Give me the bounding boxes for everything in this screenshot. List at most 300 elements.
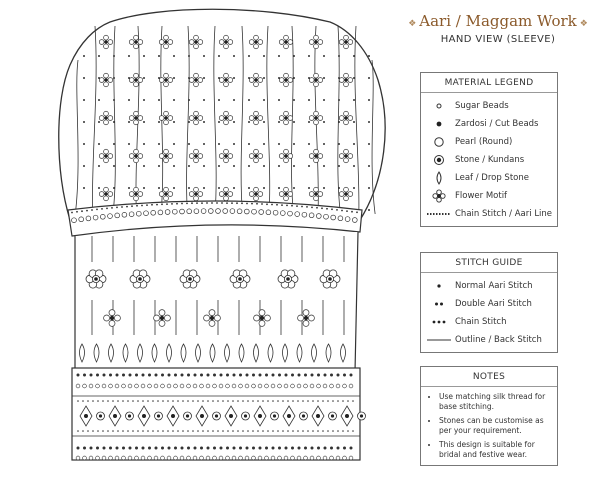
band-bead (208, 209, 213, 214)
cuff-bead (154, 456, 158, 460)
sugar-bead (338, 187, 340, 189)
band-bead (108, 214, 113, 219)
cuff-bead (232, 456, 236, 460)
chain-dot (177, 430, 179, 432)
band-bead (309, 213, 314, 218)
chain-dot (197, 400, 199, 402)
chain-dot (222, 400, 224, 402)
chain-dot (317, 430, 319, 432)
cuff-bead (291, 456, 295, 460)
sugar-bead (188, 165, 190, 167)
cuff-bead (122, 447, 124, 449)
sugar-bead (128, 187, 130, 189)
cuff-bead (343, 456, 347, 460)
sugar-bead (158, 143, 160, 145)
sugar-bead (293, 77, 295, 79)
chain-dot (312, 400, 314, 402)
sugar-bead (233, 165, 235, 167)
cuff-bead (336, 456, 340, 460)
cuff-bead (102, 456, 106, 460)
page-subtitle: HAND VIEW (SLEEVE) (440, 34, 556, 45)
chain-dot (157, 400, 159, 402)
cuff-bead (213, 384, 217, 388)
title-block (400, 12, 596, 45)
diamond-center (287, 414, 291, 418)
flower-motif (180, 270, 200, 288)
cuff-bead (226, 447, 228, 449)
cuff-bead (76, 384, 80, 388)
chain-dot (77, 400, 79, 402)
sugar-bead (368, 165, 370, 167)
chain-dot (87, 400, 89, 402)
note-item: • Stones can be customise as per your requirement. (439, 416, 557, 435)
sugar-bead (173, 77, 175, 79)
chain-dot (152, 400, 154, 402)
band-bead (194, 209, 199, 214)
sugar-bead (308, 99, 310, 101)
chain-dot (327, 430, 329, 432)
sugar-bead (323, 187, 325, 189)
cuff-bead (278, 374, 280, 376)
chain-dot (232, 430, 234, 432)
stitch-guide-panel (420, 252, 558, 353)
chain-dot (162, 400, 164, 402)
chain-dot (167, 430, 169, 432)
cuff-bead (167, 384, 171, 388)
band-dot (306, 206, 308, 208)
sugar-bead (143, 99, 145, 101)
cuff-bead (349, 456, 353, 460)
sugar-bead (323, 121, 325, 123)
cuff-bead (304, 374, 306, 376)
cuff-bead (285, 447, 287, 449)
legend-item (421, 187, 557, 205)
sugar-bead (233, 77, 235, 79)
cuff-bead (232, 384, 236, 388)
sugar-bead (308, 143, 310, 145)
cuff-bead (115, 384, 119, 388)
sugar-bead (278, 55, 280, 57)
chain-dot (327, 400, 329, 402)
cuff-bead (297, 456, 301, 460)
legend-item-label: Chain Stitch / Aari Line (455, 209, 553, 219)
shoulder-band (68, 201, 362, 236)
sugar-bead (173, 121, 175, 123)
stitch-item-label: Double Aari Stitch (455, 299, 532, 309)
band-dot (126, 206, 128, 208)
cuff-bead (83, 374, 85, 376)
chain-dot (212, 400, 214, 402)
sugar-bead (158, 55, 160, 57)
cuff-bead (304, 384, 308, 388)
diamond-center (113, 414, 117, 418)
sugar-bead (308, 121, 310, 123)
chain-dot (222, 430, 224, 432)
sugar-bead (278, 165, 280, 167)
legend-item (421, 115, 557, 133)
diamond-center (84, 414, 88, 418)
band-dot (321, 207, 323, 209)
legend-item-label: Flower Motif (455, 191, 508, 201)
cuff-bead (207, 374, 209, 376)
cuff-bead (258, 456, 262, 460)
puff-sleeve-cap (59, 9, 385, 220)
sugar-bead (113, 99, 115, 101)
sugar-bead (173, 143, 175, 145)
chain-dot (302, 430, 304, 432)
cuff-bead (337, 374, 339, 376)
cuff-bead (109, 456, 113, 460)
chain-dot (247, 430, 249, 432)
band-dot (181, 203, 183, 205)
stitch-item (421, 277, 557, 295)
band-dot (76, 211, 78, 213)
cuff-bead (122, 384, 126, 388)
cuff-bead (220, 447, 222, 449)
band-dot (216, 202, 218, 204)
band-dot (241, 202, 243, 204)
chain-dot (117, 400, 119, 402)
band-dot (191, 202, 193, 204)
legend-item-label: Stone / Kundans (455, 155, 525, 165)
sugar-bead (248, 55, 250, 57)
chain-dot (112, 430, 114, 432)
sugar-bead (128, 99, 130, 101)
cuff-bead (168, 447, 170, 449)
cuff-bead (115, 456, 119, 460)
diamond-center (316, 414, 320, 418)
cuff-bead (252, 384, 256, 388)
material-legend-panel (420, 72, 558, 227)
cuff-bead (148, 456, 152, 460)
band-bead (115, 213, 120, 218)
chain-dot (262, 430, 264, 432)
cuff-bead (343, 447, 345, 449)
sugar-bead (368, 209, 370, 211)
sugar-bead (293, 99, 295, 101)
legend-item-label: Leaf / Drop Stone (455, 173, 529, 183)
cuff-bead (148, 384, 152, 388)
band-dot (276, 204, 278, 206)
sugar-bead (128, 121, 130, 123)
flower-icon (427, 189, 451, 203)
band-dot (206, 202, 208, 204)
band-dot (201, 202, 203, 204)
sugar-bead (203, 99, 205, 101)
band-bead (93, 215, 98, 220)
sugar-bead (218, 77, 220, 79)
band-bead (259, 210, 264, 215)
cuff-bead (317, 384, 321, 388)
chain-dot (122, 400, 124, 402)
sugar-bead (263, 165, 265, 167)
sugar-bead (203, 55, 205, 57)
cuff-bead (174, 374, 176, 376)
chain-dot (347, 430, 349, 432)
cuff-bead (128, 456, 132, 460)
kundan-center (360, 414, 363, 417)
cuff-bead (109, 374, 111, 376)
cuff-bead (324, 447, 326, 449)
cuff-bead (181, 447, 183, 449)
cuff-bead (239, 456, 243, 460)
cuff-bead (180, 456, 184, 460)
cuff-bead (226, 374, 228, 376)
cuff-bead (330, 456, 334, 460)
sugar-bead (248, 121, 250, 123)
cuff-bead (141, 384, 145, 388)
cuff-bead (272, 447, 274, 449)
sugar-bead (143, 55, 145, 57)
diamond-center (258, 414, 262, 418)
band-dot (301, 206, 303, 208)
chain-dot (332, 430, 334, 432)
chain-dot (307, 400, 309, 402)
chain-dot (102, 430, 104, 432)
cuff-bead (291, 384, 295, 388)
sugar-bead (158, 165, 160, 167)
chain-dot (242, 430, 244, 432)
cuff-bead (226, 384, 230, 388)
chain-dot (277, 430, 279, 432)
chain-dot (302, 400, 304, 402)
cuff-bead (271, 456, 275, 460)
cuff-bead (278, 447, 280, 449)
cuff-bead (219, 384, 223, 388)
cuff-border (72, 368, 366, 460)
sugar-bead (83, 55, 85, 57)
band-dot (146, 204, 148, 206)
sugar-bead (323, 77, 325, 79)
chain-dot (247, 400, 249, 402)
band-bead (180, 209, 185, 214)
cuff-bead (187, 384, 191, 388)
band-dot (91, 209, 93, 211)
cuff-bead (317, 456, 321, 460)
sugar-bead (203, 77, 205, 79)
sugar-bead (188, 143, 190, 145)
sugar-bead (293, 165, 295, 167)
band-bead (324, 214, 329, 219)
flower-motif (320, 270, 340, 288)
cuff-bead (259, 447, 261, 449)
chain-dot (267, 430, 269, 432)
sugar-bead (338, 55, 340, 57)
cuff-bead (122, 374, 124, 376)
sugar-bead (218, 143, 220, 145)
band-dot (211, 202, 213, 204)
cuff-bead (258, 384, 262, 388)
chain-dot (352, 400, 354, 402)
cuff-bead (323, 456, 327, 460)
cuff-bead (161, 456, 165, 460)
cuff-bead (350, 447, 352, 449)
chain-dot (292, 400, 294, 402)
cuff-bead (213, 374, 215, 376)
band-dot (96, 209, 98, 211)
chain-dot (337, 430, 339, 432)
band-bead (129, 212, 134, 217)
chain-dot (197, 430, 199, 432)
band-bead (345, 217, 350, 222)
chain-dot (122, 430, 124, 432)
band-bead (172, 209, 177, 214)
chain-dot (287, 430, 289, 432)
kundan-center (302, 414, 305, 417)
chain-dot (152, 430, 154, 432)
sugar-bead (338, 165, 340, 167)
cuff-bead (239, 447, 241, 449)
sugar-bead (218, 165, 220, 167)
band-dot (251, 203, 253, 205)
cuff-bead (284, 384, 288, 388)
band-bead (187, 209, 192, 214)
cuff-bead (90, 374, 92, 376)
chain-dot (282, 400, 284, 402)
sugar-bead (353, 165, 355, 167)
sugar-bead (278, 99, 280, 101)
band-dot (326, 208, 328, 210)
cuff-bead (181, 374, 183, 376)
sugar-bead (98, 165, 100, 167)
sugar-bead (368, 121, 370, 123)
band-bead (165, 210, 170, 215)
band-bead (302, 212, 307, 217)
cuff-bead (233, 447, 235, 449)
band-dot (161, 203, 163, 205)
band-dot (86, 210, 88, 212)
cuff-bead (200, 384, 204, 388)
sugar-bead (233, 143, 235, 145)
band-bead (201, 209, 206, 214)
sugar-bead (83, 187, 85, 189)
kundan-center (186, 414, 189, 417)
cuff-bead (233, 374, 235, 376)
sugar-bead (98, 77, 100, 79)
band-dot (81, 210, 83, 212)
sugar-bead (128, 55, 130, 57)
band-bead (79, 217, 84, 222)
cuff-bead (323, 384, 327, 388)
legend-item-label: Sugar Beads (455, 101, 509, 111)
cuff-bead (291, 447, 293, 449)
sugar-bead (143, 187, 145, 189)
triple-dot-icon (427, 318, 451, 326)
note-item: • This design is suitable for bridal and festive wear. (439, 440, 557, 459)
chain-dot (157, 430, 159, 432)
chain-dot (307, 430, 309, 432)
sugar-bead (308, 165, 310, 167)
cuff-bead (336, 384, 340, 388)
chain-dot (252, 400, 254, 402)
sugar-bead (143, 143, 145, 145)
chain-dot (322, 430, 324, 432)
band-dot (226, 202, 228, 204)
chain-dot (192, 430, 194, 432)
sugar-bead (143, 121, 145, 123)
cuff-bead (83, 447, 85, 449)
sugar-bead (353, 77, 355, 79)
band-bead (244, 209, 249, 214)
chain-dot (87, 430, 89, 432)
band-bead (237, 209, 242, 214)
cuff-bead (239, 384, 243, 388)
chain-dot (207, 430, 209, 432)
chain-dot (212, 430, 214, 432)
sugar-bead (203, 121, 205, 123)
sugar-bead (203, 143, 205, 145)
cuff-bead (103, 374, 105, 376)
sugar-bead (338, 77, 340, 79)
cuff-bead (77, 374, 79, 376)
band-dot (116, 207, 118, 209)
chain-dot (277, 400, 279, 402)
sugar-bead (338, 121, 340, 123)
diamond-center (229, 414, 233, 418)
cuff-bead (330, 447, 332, 449)
cuff-bead (109, 384, 113, 388)
sugar-bead (83, 143, 85, 145)
cuff-bead (161, 447, 163, 449)
cuff-bead (187, 447, 189, 449)
drop-icon (427, 171, 451, 185)
cuff-bead (83, 384, 87, 388)
band-dot (256, 203, 258, 205)
band-bead (216, 209, 221, 214)
chain-dot (162, 430, 164, 432)
pearl-circle-icon (427, 136, 451, 148)
cuff-bead (272, 374, 274, 376)
cuff-bead (155, 374, 157, 376)
band-dot (136, 205, 138, 207)
sugar-bead (248, 99, 250, 101)
chain-dot (272, 430, 274, 432)
chain-dot (172, 430, 174, 432)
cuff-bead (213, 456, 217, 460)
sugar-bead (218, 55, 220, 57)
chain-dot (132, 430, 134, 432)
chain-dot (97, 400, 99, 402)
chain-dot (252, 430, 254, 432)
sugar-bead (248, 77, 250, 79)
chain-dot (237, 400, 239, 402)
cuff-bead (174, 384, 178, 388)
sugar-bead (233, 99, 235, 101)
cuff-bead (271, 384, 275, 388)
diamond-center (142, 414, 146, 418)
band-dot (196, 202, 198, 204)
sugar-bead (188, 77, 190, 79)
sugar-bead (353, 143, 355, 145)
sugar-bead (263, 121, 265, 123)
sugar-bead (113, 77, 115, 79)
cuff-bead (206, 384, 210, 388)
cuff-bead (349, 384, 353, 388)
diamond-center (171, 414, 175, 418)
sugar-bead (278, 77, 280, 79)
cuff-bead (200, 456, 204, 460)
sugar-bead (278, 121, 280, 123)
band-dot (246, 203, 248, 205)
notes-title: NOTES (421, 367, 557, 387)
chain-dot (142, 430, 144, 432)
sugar-bead (98, 121, 100, 123)
chain-dot (352, 430, 354, 432)
cuff-bead (96, 456, 100, 460)
sugar-bead (173, 55, 175, 57)
sugar-bead (113, 143, 115, 145)
cuff-bead (297, 384, 301, 388)
